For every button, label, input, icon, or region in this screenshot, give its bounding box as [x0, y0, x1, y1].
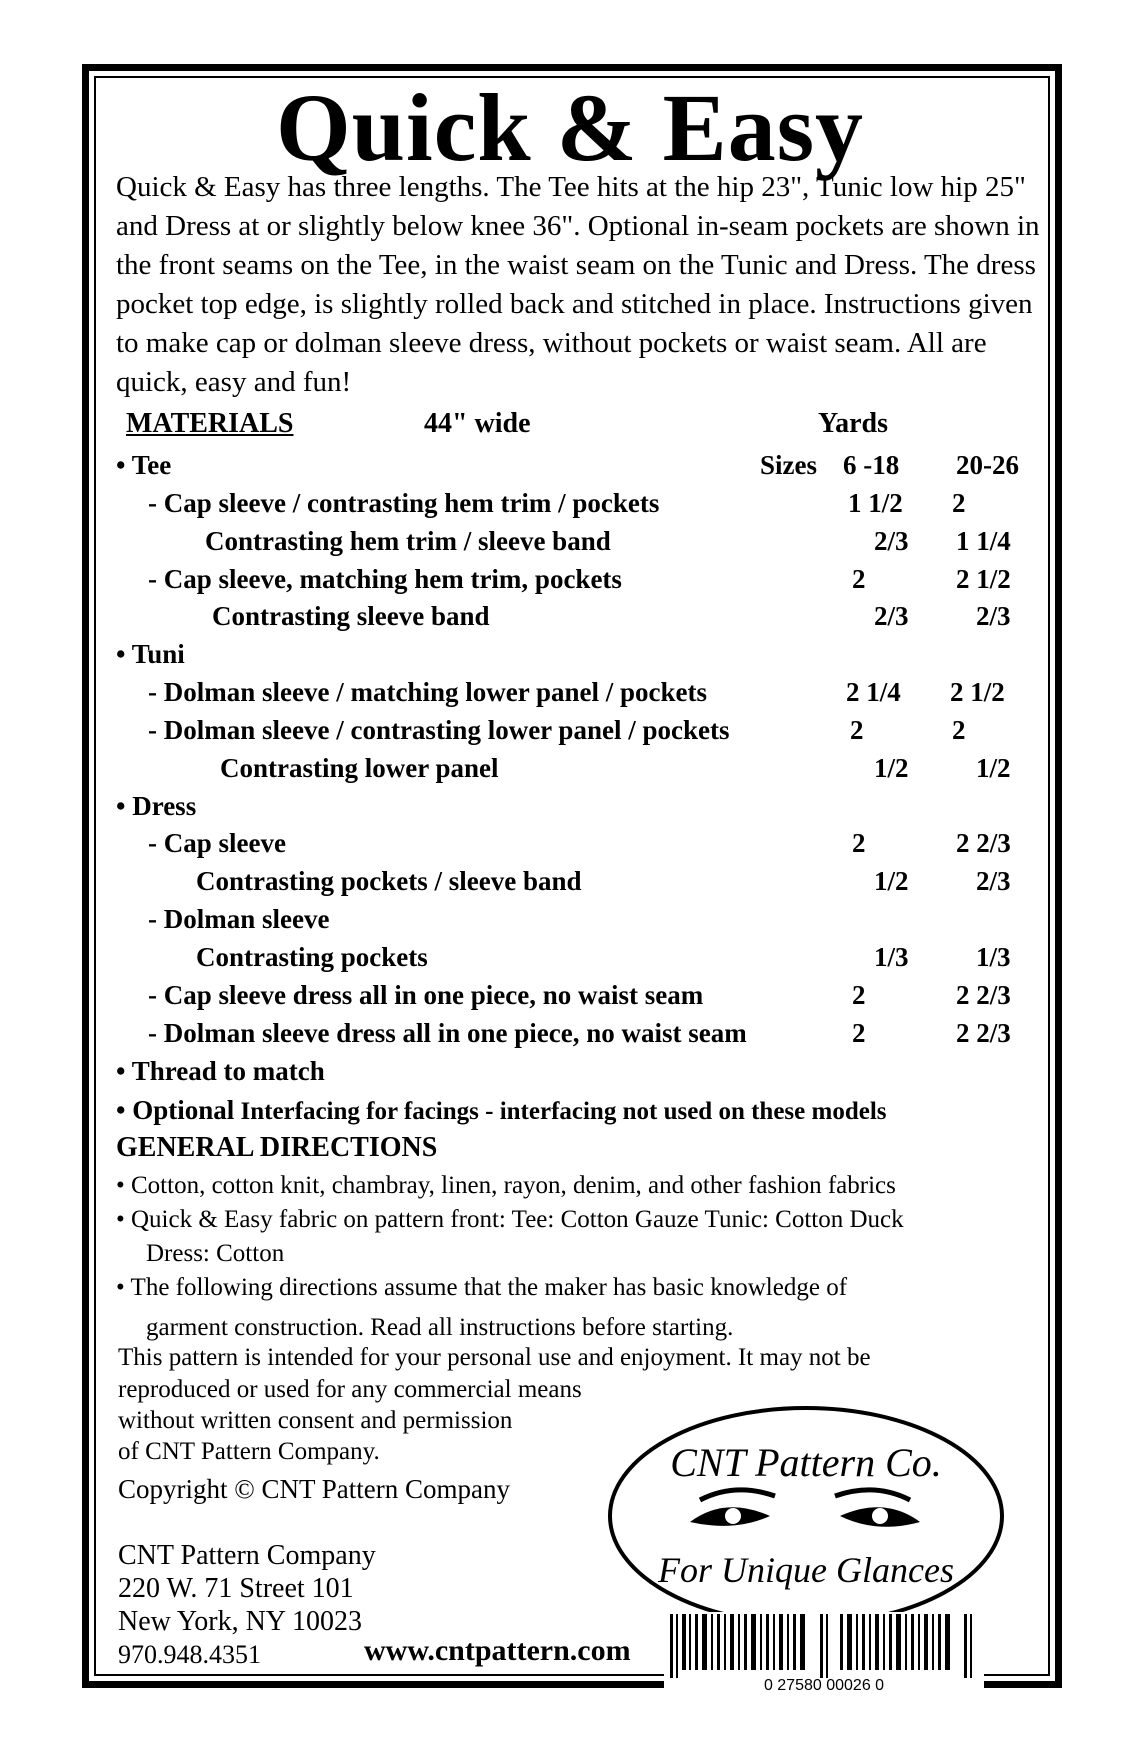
yard-a: 1 1/2 — [848, 488, 903, 518]
materials-row — [0, 450, 1140, 488]
materials-row — [0, 526, 1140, 564]
street-address: 220 W. 71 Street 101 — [118, 1573, 354, 1604]
size-range-a: 6 -18 — [843, 450, 900, 480]
yard-a: 2 — [852, 564, 866, 594]
yard-b: 2 — [952, 715, 966, 745]
website-link[interactable]: www.cntpattern.com — [364, 1634, 631, 1667]
row-label: - Dolman sleeve / contrasting lower panel / pockets — [148, 715, 730, 745]
yard-a: 2 — [852, 828, 866, 858]
row-label: Contrasting sleeve band — [212, 601, 490, 631]
materials-row — [0, 715, 1140, 753]
general-directions-heading: GENERAL DIRECTIONS — [116, 1132, 438, 1163]
yard-b: 2 1/2 — [950, 677, 1005, 707]
row-label: - Cap sleeve / contrasting hem trim / pockets — [148, 488, 660, 518]
sizes-label: Sizes — [760, 450, 817, 480]
materials-row — [0, 904, 1140, 942]
yard-a: 2/3 — [874, 526, 909, 556]
general-item: • The following directions assume that the maker has basic knowledge of — [116, 1274, 848, 1301]
general-item-continued: garment construction. Read all instructions before starting. — [146, 1314, 734, 1341]
materials-row — [0, 828, 1140, 866]
general-item: • Quick & Easy fabric on pattern front: Tee: Cotton Gauze Tunic: Cotton Duck — [116, 1206, 904, 1233]
row-label: - Cap sleeve dress all in one piece, no waist seam — [148, 980, 704, 1010]
row-label: • Tuni — [116, 639, 185, 669]
optional-interfacing — [116, 1095, 887, 1126]
size-range-b: 20-26 — [956, 450, 1019, 480]
copyright: Copyright © CNT Pattern Company — [118, 1474, 511, 1504]
yard-a: 2/3 — [874, 601, 909, 631]
phone-number: 970.948.4351 — [118, 1640, 261, 1669]
barcode — [664, 1612, 984, 1694]
optional-label: • Optional — [116, 1095, 235, 1125]
logo-bottom-text: For Unique Glances — [658, 1550, 954, 1590]
yard-b: 2/3 — [976, 601, 1011, 631]
materials-row — [0, 677, 1140, 715]
city-state-zip: New York, NY 10023 — [118, 1606, 362, 1637]
thread-note: • Thread to match — [116, 1056, 325, 1086]
row-label: Contrasting pockets / sleeve band — [196, 866, 582, 896]
yard-b: 2 — [952, 488, 966, 518]
row-label: Contrasting pockets — [196, 942, 428, 972]
row-label: Contrasting lower panel — [220, 753, 499, 783]
materials-heading: MATERIALS — [126, 408, 294, 439]
row-label: • Tee — [116, 450, 172, 480]
logo-top-text: CNT Pattern Co. — [670, 1440, 942, 1485]
yard-b: 1 1/4 — [956, 526, 1011, 556]
yard-b: 2 2/3 — [956, 1018, 1011, 1048]
materials-row — [0, 942, 1140, 980]
intro-paragraph: Quick & Easy has three lengths. The Tee hits at the hip 23", Tunic low hip 25" and Dress at or slightly below knee 36". Optional in-seam pockets are shown in the front seams on the Tee, in the waist seam on the Tunic and Dress. The dress pocket top edge, is slightly rolled back and stitched in place. Instructions given to make cap or dolman sleeve dress, without pockets or waist seam. All are quick, easy and fun! — [116, 171, 1040, 398]
yards-heading: Yards — [818, 408, 889, 439]
usage-notice: of CNT Pattern Company. — [118, 1438, 380, 1465]
usage-notice: without written consent and permission — [118, 1407, 513, 1434]
yard-a: 2 — [852, 1018, 866, 1048]
yard-b: 2 2/3 — [956, 828, 1011, 858]
materials-row — [0, 753, 1140, 791]
row-label: - Dolman sleeve dress all in one piece, no waist seam — [148, 1018, 747, 1048]
row-label: - Dolman sleeve / matching lower panel / pockets — [148, 677, 707, 707]
row-label: - Cap sleeve — [148, 828, 286, 858]
optional-text: Interfacing for facings - interfacing not used on these models — [234, 1098, 887, 1125]
yard-a: 1/2 — [874, 866, 909, 896]
yard-b: 2 2/3 — [956, 980, 1011, 1010]
materials-row — [0, 866, 1140, 904]
yard-b: 1/3 — [976, 942, 1011, 972]
row-label: Contrasting hem trim / sleeve band — [205, 526, 611, 556]
yard-a: 2 — [852, 980, 866, 1010]
yard-a: 1/2 — [874, 753, 909, 783]
barcode-digits: 0 27580 00026 0 — [763, 1677, 885, 1694]
general-item: • Cotton, cotton knit, chambray, linen, rayon, denim, and other fashion fabrics — [116, 1172, 896, 1199]
materials-row — [0, 564, 1140, 602]
usage-notice: This pattern is intended for your personal use and enjoyment. It may not be — [118, 1344, 871, 1371]
yard-a: 2 1/4 — [846, 677, 901, 707]
row-label: - Dolman sleeve — [148, 904, 330, 934]
usage-notice: reproduced or used for any commercial means — [118, 1376, 582, 1403]
yard-b: 2/3 — [976, 866, 1011, 896]
materials-row — [0, 791, 1140, 829]
row-label: • Dress — [116, 791, 197, 821]
yard-b: 1/2 — [976, 753, 1011, 783]
company-name: CNT Pattern Company — [118, 1540, 376, 1571]
yard-b: 2 1/2 — [956, 564, 1011, 594]
row-label: - Cap sleeve, matching hem trim, pockets — [148, 564, 622, 594]
materials-row — [0, 1018, 1140, 1056]
general-item-continued: Dress: Cotton — [146, 1240, 285, 1267]
cnt-logo — [605, 1404, 1007, 1628]
materials-row — [0, 601, 1140, 639]
yard-a: 1/3 — [874, 942, 909, 972]
fabric-width: 44" wide — [424, 408, 531, 439]
materials-row — [0, 488, 1140, 526]
page-title: Quick & Easy — [275, 74, 865, 181]
materials-row — [0, 980, 1140, 1018]
materials-row — [0, 639, 1140, 677]
yard-a: 2 — [850, 715, 864, 745]
